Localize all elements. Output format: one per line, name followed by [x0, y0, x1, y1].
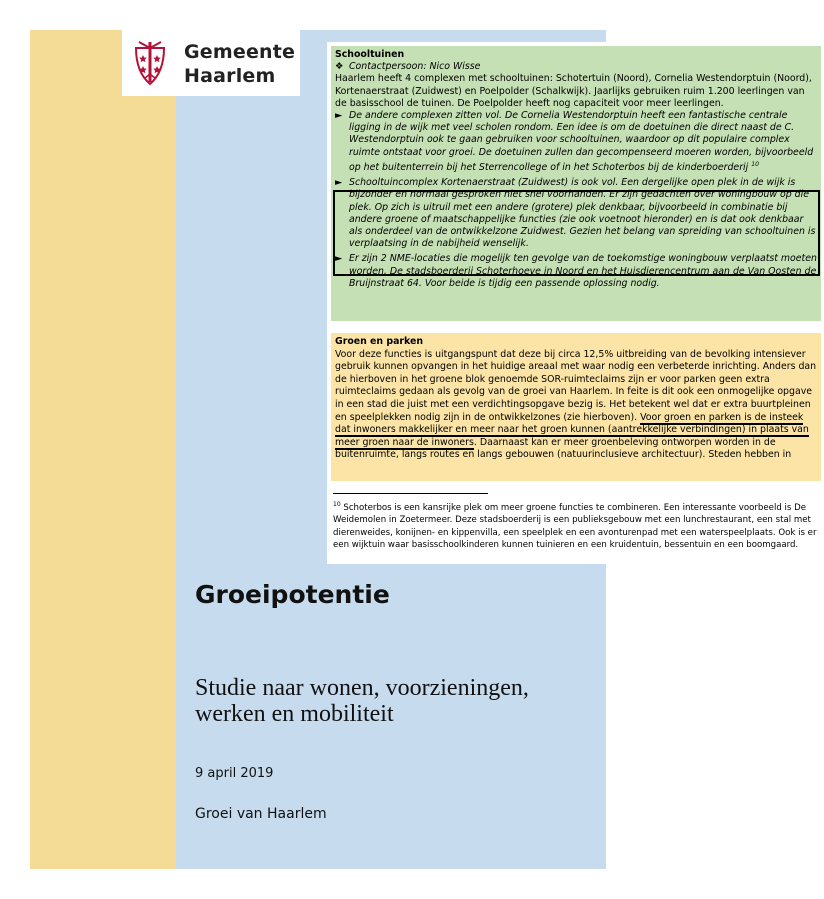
footnote-number: 10 — [333, 501, 341, 508]
publication-date: 9 april 2019 — [195, 766, 274, 781]
contact-line — [335, 61, 817, 73]
groen-text-b: . Daarnaast kan er meer groenbeleving ontworpen worden in de buitenruimte, langs routes en langs gebouwen (natuurinclusieve architectuur). Steden hebben in — [335, 436, 792, 461]
groen-text-a: Voor deze functies is uitgangspunt dat deze bij circa 12,5% uitbreiding van de bevolking intensiever gebruik kunnen opvangen in het huidige areaal met waar nodig een verbeterde inrichting. Anders dan de hierboven in het groene blok genoemde SOR-ruimteclaims zijn er voor parken geen extra ruimteclaims gedaan als gevolg van de groei van Haarlem. In feite is dit ook een onmogelijke opgave in een stad die juist met een verdichtingsopgave bezig is. Het betekent wel dat er extra buurtpleinen en speelplekken nodig zijn in de ontwikkelzones (zie hierboven). — [335, 348, 817, 423]
page-title: Groeipotentie — [195, 580, 390, 609]
list-item — [335, 253, 817, 290]
footnote-text: Schoterbos is een kansrijke plek om meer groene functies te combineren. Een interessante voorbeeld is De Weidemolen in Zoetermeer. Deze stadsboerderij is een publieksgebouw met een lunchrestaurant, een stal met dierenweides, konijnen- en kippenvilla, een speelplek en een avonturenpad met een waterspeelplaats. Ook is er een wijktuin waar basisschoolkinderen kunnen tuinieren en een kruidentuin, bessentuin en een boomgaard. — [333, 502, 817, 551]
arrow-bullet-icon: ► — [335, 110, 343, 122]
footnote-divider — [333, 493, 488, 494]
organization: Groei van Haarlem — [195, 806, 327, 822]
yellow-side-strip — [30, 30, 176, 869]
schooltuinen-box — [331, 46, 821, 321]
contact-person: Contactpersoon: Nico Wisse — [349, 61, 481, 73]
footnote-ref: 10 — [751, 160, 759, 168]
logo-wordmark — [184, 40, 295, 88]
list-item — [335, 177, 817, 250]
groen-heading: Groen en parken — [335, 336, 424, 347]
schooltuinen-heading: Schooltuinen — [335, 49, 405, 60]
groen-paragraph — [335, 349, 817, 462]
bullet-text-3: Er zijn 2 NME-locaties die mogelijk ten gevolge van de toekomstige woningbouw verplaatst moeten worden. De stadsboerderij Schoterhoeve in Noord en het Huisdierencentrum aan de Van Oosten de Bruijnstraat 64. Voor beide is tijdig een passende oplossing nodig. — [349, 253, 817, 289]
list-item — [335, 110, 817, 174]
bullet-text-1: De andere complexen zitten vol. De Cornelia Westendorptuin heeft een fantastische centrale ligging in de wijk met veel scholen rondom. Een idee is om de doetuinen die direct naast de C. Westendorptuin ook te gaan gebruiken voor schooltuinen, waardoor op dit populaire complex ruimte ontstaat voor groei. De doetuinen zullen dan gecompenseerd moeren worden, bijvoorbeeld op het buitenterrein bij het Sterrencollege of in het Schoterbos bij de kinderboerderij — [349, 110, 814, 173]
groen-underlined-text: Voor groen en parken is de insteek dat inwoners makkelijker en meer naar het groen kunnen (aantrekkelijke verbindingen) in plaats van meer groen naar de inwoners — [335, 411, 809, 448]
page-subtitle: Studie naar wonen, voorzieningen, werken en mobiliteit — [195, 675, 529, 727]
bullet-text-2: Schooltuincomplex Kortenaerstraat (Zuidwest) is ook vol. Een dergelijke open plek in de wijk is bijzonder en normaal gesproken niet snel voorhanden. Er zijn gedachten over woningbouw op die plek. Op zich is uitruil met een andere (grotere) plek denkbaar, bijvoorbeeld in combinatie bij andere groene of maatschappelijke functies (zie ook voetnoot hieronder) en is dat ook denkbaar als onderdeel van de ontwikkelzone Zuidwest. Gezien het belang van spreiding van schooltuinen is verplaatsing in de nabijheid wenselijk. — [349, 177, 816, 250]
arrow-bullet-icon: ► — [335, 253, 343, 265]
logo-line-1: Gemeente — [184, 41, 296, 63]
groen-en-parken-box — [331, 333, 821, 481]
logo-line-2: Haarlem — [184, 65, 276, 87]
footnote — [333, 499, 819, 551]
logo — [122, 30, 300, 96]
haarlem-coat-of-arms-icon — [132, 38, 168, 88]
schooltuinen-intro: Haarlem heeft 4 complexen met schooltuinen: Schotertuin (Noord), Cornelia Westendorptuin (Noord), Kortenaerstraat (Zuidwest) en Poelpolder (Schalkwijk). Jaarlijks gebruiken ruim 1.200 leerlingen van de basisschool de tuinen. De Poelpolder heeft nog capaciteit voor meer leerlingen. — [335, 73, 812, 109]
arrow-bullet-icon: ► — [335, 177, 343, 189]
diamond-bullet-icon: ❖ — [335, 61, 344, 73]
